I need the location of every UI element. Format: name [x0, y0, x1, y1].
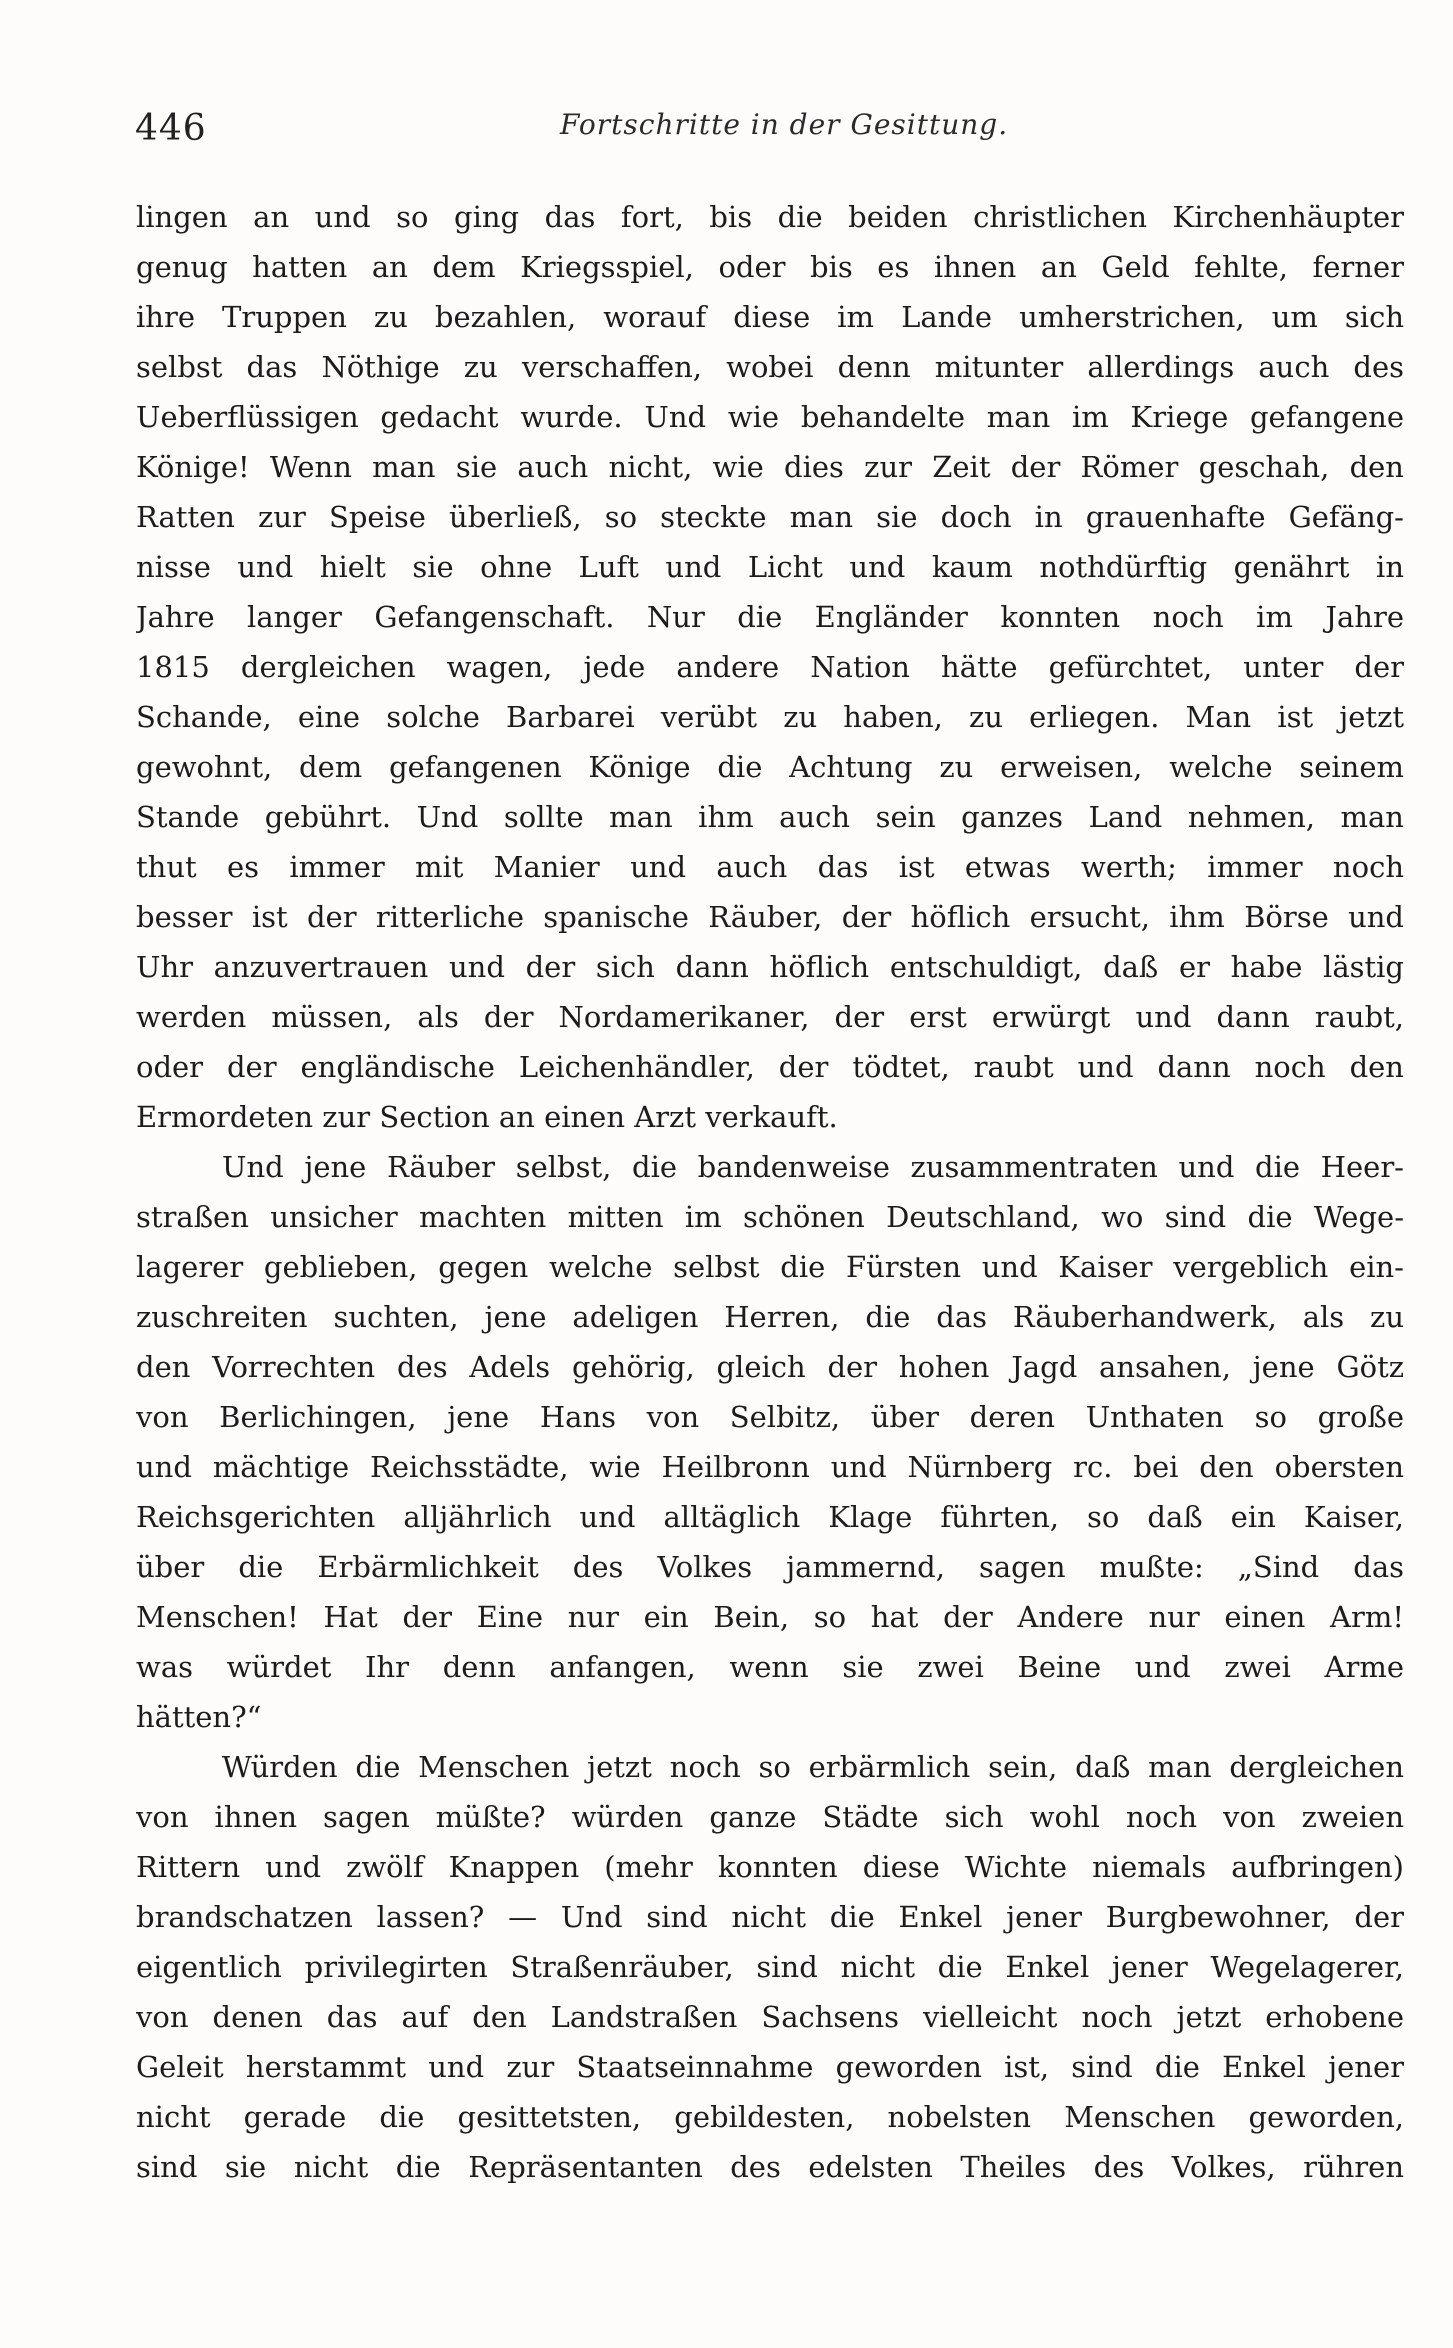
text-line: eigentlich privilegirten Straßenräuber, sind nicht die Enkel jener Wegelagerer,: [136, 1950, 1404, 1984]
text-line: nicht gerade die gesittetsten, gebildesten, nobelsten Menschen geworden,: [136, 2100, 1404, 2134]
text-line: thut es immer mit Manier und auch das ist etwas werth; immer noch: [136, 850, 1404, 884]
text-line: Geleit herstammt und zur Staatseinnahme geworden ist, sind die Enkel jener: [136, 2050, 1404, 2084]
text-line: Ratten zur Speise überließ, so steckte man sie doch in grauenhafte Gefäng-: [136, 500, 1404, 534]
text-line: genug hatten an dem Kriegsspiel, oder bis es ihnen an Geld fehlte, ferner: [136, 250, 1404, 284]
text-line: Jahre langer Gefangenschaft. Nur die Engländer konnten noch im Jahre: [136, 600, 1404, 634]
text-line: was würdet Ihr denn anfangen, wenn sie zwei Beine und zwei Arme: [136, 1650, 1404, 1684]
text-line: Stande gebührt. Und sollte man ihm auch sein ganzes Land nehmen, man: [136, 800, 1404, 834]
text-line: Ermordeten zur Section an einen Arzt verkauft.: [136, 1100, 838, 1134]
text-line: Ueberflüssigen gedacht wurde. Und wie behandelte man im Kriege gefangene: [136, 400, 1404, 434]
text-line: von ihnen sagen müßte? würden ganze Städte sich wohl noch von zweien: [136, 1800, 1404, 1834]
body-text: [136, 192, 1404, 2192]
text-line: Schande, eine solche Barbarei verübt zu haben, zu erliegen. Man ist jetzt: [136, 700, 1404, 734]
text-line: straßen unsicher machten mitten im schönen Deutschland, wo sind die Wege-: [136, 1200, 1404, 1234]
text-line: nisse und hielt sie ohne Luft und Licht und kaum nothdürftig genährt in: [136, 550, 1404, 584]
text-line: über die Erbärmlichkeit des Volkes jammernd, sagen mußte: „Sind das: [136, 1550, 1404, 1584]
text-line: gewohnt, dem gefangenen Könige die Achtung zu erweisen, welche seinem: [136, 750, 1404, 784]
text-line: hätten?“: [136, 1700, 262, 1734]
text-line: Könige! Wenn man sie auch nicht, wie dies zur Zeit der Römer geschah, den: [136, 450, 1404, 484]
text-line: und mächtige Reichsstädte, wie Heilbronn und Nürnberg rc. bei den obersten: [136, 1450, 1404, 1484]
text-line: werden müssen, als der Nordamerikaner, der erst erwürgt und dann raubt,: [136, 1000, 1404, 1034]
text-line: Würden die Menschen jetzt noch so erbärmlich sein, daß man dergleichen: [222, 1750, 1404, 1784]
text-line: selbst das Nöthige zu verschaffen, wobei denn mitunter allerdings auch des: [136, 350, 1404, 384]
text-line: von denen das auf den Landstraßen Sachsens vielleicht noch jetzt erhobene: [136, 2000, 1404, 2034]
text-line: den Vorrechten des Adels gehörig, gleich der hohen Jagd ansahen, jene Götz: [136, 1350, 1404, 1384]
text-line: Uhr anzuvertrauen und der sich dann höflich entschuldigt, daß er habe lästig: [136, 950, 1404, 984]
text-line: brandschatzen lassen? — Und sind nicht die Enkel jener Burgbewohner, der: [136, 1900, 1404, 1934]
text-line: sind sie nicht die Repräsentanten des edelsten Theiles des Volkes, rühren: [136, 2150, 1404, 2184]
text-line: Menschen! Hat der Eine nur ein Bein, so hat der Andere nur einen Arm!: [136, 1600, 1404, 1634]
text-line: Reichsgerichten alljährlich und alltäglich Klage führten, so daß ein Kaiser,: [136, 1500, 1404, 1534]
text-line: zuschreiten suchten, jene adeligen Herren, die das Räuberhandwerk, als zu: [136, 1300, 1404, 1334]
text-line: von Berlichingen, jene Hans von Selbitz, über deren Unthaten so große: [136, 1400, 1404, 1434]
running-title: Fortschritte in der Gesittung.: [560, 108, 1009, 141]
text-line: Und jene Räuber selbst, die bandenweise zusammentraten und die Heer-: [222, 1150, 1404, 1184]
text-line: oder der engländische Leichenhändler, der tödtet, raubt und dann noch den: [136, 1050, 1404, 1084]
text-line: 1815 dergleichen wagen, jede andere Nation hätte gefürchtet, unter der: [136, 650, 1404, 684]
text-line: lingen an und so ging das fort, bis die beiden christlichen Kirchenhäupter: [136, 200, 1404, 234]
text-line: besser ist der ritterliche spanische Räuber, der höflich ersucht, ihm Börse und: [136, 900, 1404, 934]
page-number: 446: [135, 108, 207, 149]
text-line: ihre Truppen zu bezahlen, worauf diese im Lande umherstrichen, um sich: [136, 300, 1404, 334]
text-line: lagerer geblieben, gegen welche selbst die Fürsten und Kaiser vergeblich ein-: [136, 1250, 1404, 1284]
text-line: Rittern und zwölf Knappen (mehr konnten diese Wichte niemals aufbringen): [136, 1850, 1404, 1884]
